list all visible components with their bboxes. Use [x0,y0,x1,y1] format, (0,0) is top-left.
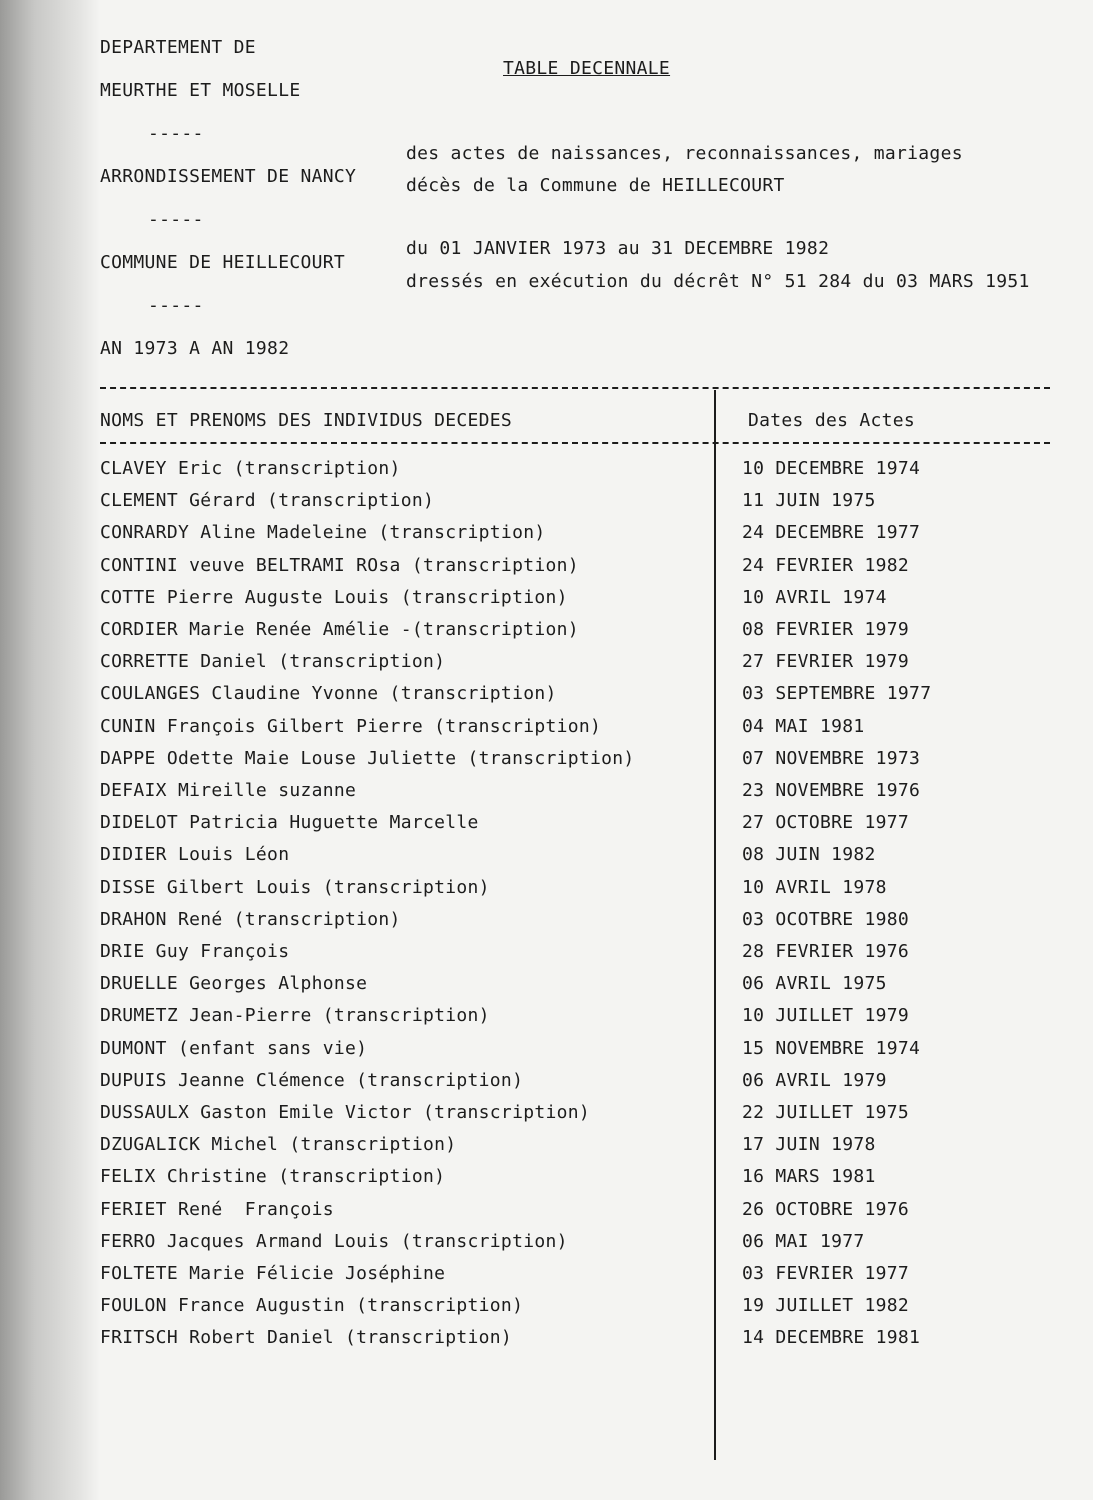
deceased-name: FELIX Christine (transcription) [100,1166,446,1188]
table-row [0,1231,1093,1263]
deceased-name: CUNIN François Gilbert Pierre (transcription) [100,715,602,737]
description-line-1: des actes de naissances, reconnaissances, mariages [406,143,963,164]
table-row [0,490,1093,522]
separator: ----- [148,209,204,230]
table-row [0,1134,1093,1166]
deceased-name: DEFAIX Mireille suzanne [100,780,357,801]
table-row [0,941,1093,973]
deceased-name: FOULON France Augustin (transcription) [100,1295,524,1317]
table-row [0,1295,1093,1327]
table-row [0,716,1093,748]
act-date: 22 JUILLET 1975 [742,1102,910,1123]
act-date: 19 JUILLET 1982 [742,1295,910,1317]
column-header-dates: Dates des Actes [748,410,916,431]
deceased-name: DUMONT (enfant sans vie) [100,1037,368,1059]
table-row [0,1005,1093,1037]
deceased-name: DIDELOT Patricia Huguette Marcelle [100,812,479,834]
table-row [0,1263,1093,1295]
deceased-name: DAPPE Odette Maie Louse Juliette (transcription) [100,747,635,769]
table-row [0,1038,1093,1070]
deceased-name: DISSE Gilbert Louis (transcription) [100,876,490,898]
deceased-name: DIDIER Louis Léon [100,844,290,866]
separator: ----- [148,123,204,144]
deceased-name: CLAVEY Eric (transcription) [100,458,401,479]
deceased-name: DUSSAULX Gaston Emile Victor (transcription) [100,1102,591,1123]
table-row [0,1102,1093,1134]
act-date: 11 JUIN 1975 [742,490,876,512]
deceased-name: CORDIER Marie Renée Amélie -(transcription) [100,619,579,640]
act-date: 27 FEVRIER 1979 [742,651,910,673]
arrondissement-label: ARRONDISSEMENT DE NANCY [100,166,357,187]
act-date: 28 FEVRIER 1976 [742,941,910,962]
table-row [0,748,1093,780]
deceased-name: DZUGALICK Michel (transcription) [100,1134,457,1156]
deceased-name: CONTINI veuve BELTRAMI ROsa (transcription) [100,554,579,576]
date-range-line-1: du 01 JANVIER 1973 au 31 DECEMBRE 1982 [406,238,830,259]
description-line-2: décès de la Commune de HEILLECOURT [406,175,785,196]
act-date: 10 DECEMBRE 1974 [742,458,921,479]
table-row [0,877,1093,909]
act-date: 08 FEVRIER 1979 [742,619,910,640]
dashed-rule-top [100,387,1050,389]
table-row [0,1199,1093,1231]
table-row [0,780,1093,812]
deceased-name: FERRO Jacques Armand Louis (transcription) [100,1230,568,1252]
table-row [0,1327,1093,1359]
table-row [0,844,1093,876]
act-date: 08 JUIN 1982 [742,844,876,866]
act-date: 16 MARS 1981 [742,1166,876,1188]
period-label: AN 1973 A AN 1982 [100,338,290,359]
table-row [0,683,1093,715]
act-date: 06 AVRIL 1975 [742,973,887,995]
deceased-name: CLEMENT Gérard (transcription) [100,490,435,512]
act-date: 06 AVRIL 1979 [742,1069,887,1091]
table-row [0,1166,1093,1198]
deceased-name: DRIE Guy François [100,941,290,962]
deceased-name: FRITSCH Robert Daniel (transcription) [100,1327,513,1349]
act-date: 17 JUIN 1978 [742,1134,876,1156]
deceased-name: COTTE Pierre Auguste Louis (transcription) [100,586,568,608]
separator: ----- [148,295,204,316]
table-row [0,555,1093,587]
table-row [0,812,1093,844]
department-label: DEPARTEMENT DE [100,37,256,58]
column-header-names: NOMS ET PRENOMS DES INDIVIDUS DECEDES [100,410,513,431]
table-row [0,458,1093,490]
deceased-name: FERIET René François [100,1198,334,1220]
act-date: 15 NOVEMBRE 1974 [742,1037,921,1059]
commune-label: COMMUNE DE HEILLECOURT [100,252,346,273]
act-date: 03 SEPTEMBRE 1977 [742,683,932,705]
dashed-rule-header [100,442,1050,444]
page-title: TABLE DECENNALE [503,58,671,79]
act-date: 23 NOVEMBRE 1976 [742,780,921,801]
table-row [0,619,1093,651]
act-date: 27 OCTOBRE 1977 [742,812,910,834]
deceased-name: DRAHON René (transcription) [100,908,401,930]
act-date: 03 FEVRIER 1977 [742,1263,910,1284]
act-date: 24 DECEMBRE 1977 [742,522,921,544]
act-date: 10 AVRIL 1978 [742,876,887,898]
table-row [0,651,1093,683]
act-date: 06 MAI 1977 [742,1230,865,1252]
act-date: 14 DECEMBRE 1981 [742,1327,921,1349]
deceased-name: DRUMETZ Jean-Pierre (transcription) [100,1005,490,1027]
act-date: 10 JUILLET 1979 [742,1005,910,1027]
act-date: 24 FEVRIER 1982 [742,554,910,576]
deceased-name: COULANGES Claudine Yvonne (transcription) [100,683,557,705]
act-date: 03 OCOTBRE 1980 [742,908,910,930]
table-row [0,1070,1093,1102]
act-date: 26 OCTOBRE 1976 [742,1198,910,1220]
deceased-name: DRUELLE Georges Alphonse [100,973,368,995]
act-date: 10 AVRIL 1974 [742,586,887,608]
table-row [0,909,1093,941]
deceased-name: CORRETTE Daniel (transcription) [100,651,446,673]
table-row [0,522,1093,554]
act-date: 04 MAI 1981 [742,715,865,737]
table-row [0,973,1093,1005]
date-range-line-2: dressés en exécution du décrêt N° 51 284 du 03 MARS 1951 [406,271,1030,292]
deceased-name: CONRARDY Aline Madeleine (transcription) [100,522,546,544]
department-name: MEURTHE ET MOSELLE [100,80,301,101]
deceased-name: DUPUIS Jeanne Clémence (transcription) [100,1069,524,1091]
act-date: 07 NOVEMBRE 1973 [742,747,921,769]
deceased-name: FOLTETE Marie Félicie Joséphine [100,1263,446,1284]
table-row [0,587,1093,619]
